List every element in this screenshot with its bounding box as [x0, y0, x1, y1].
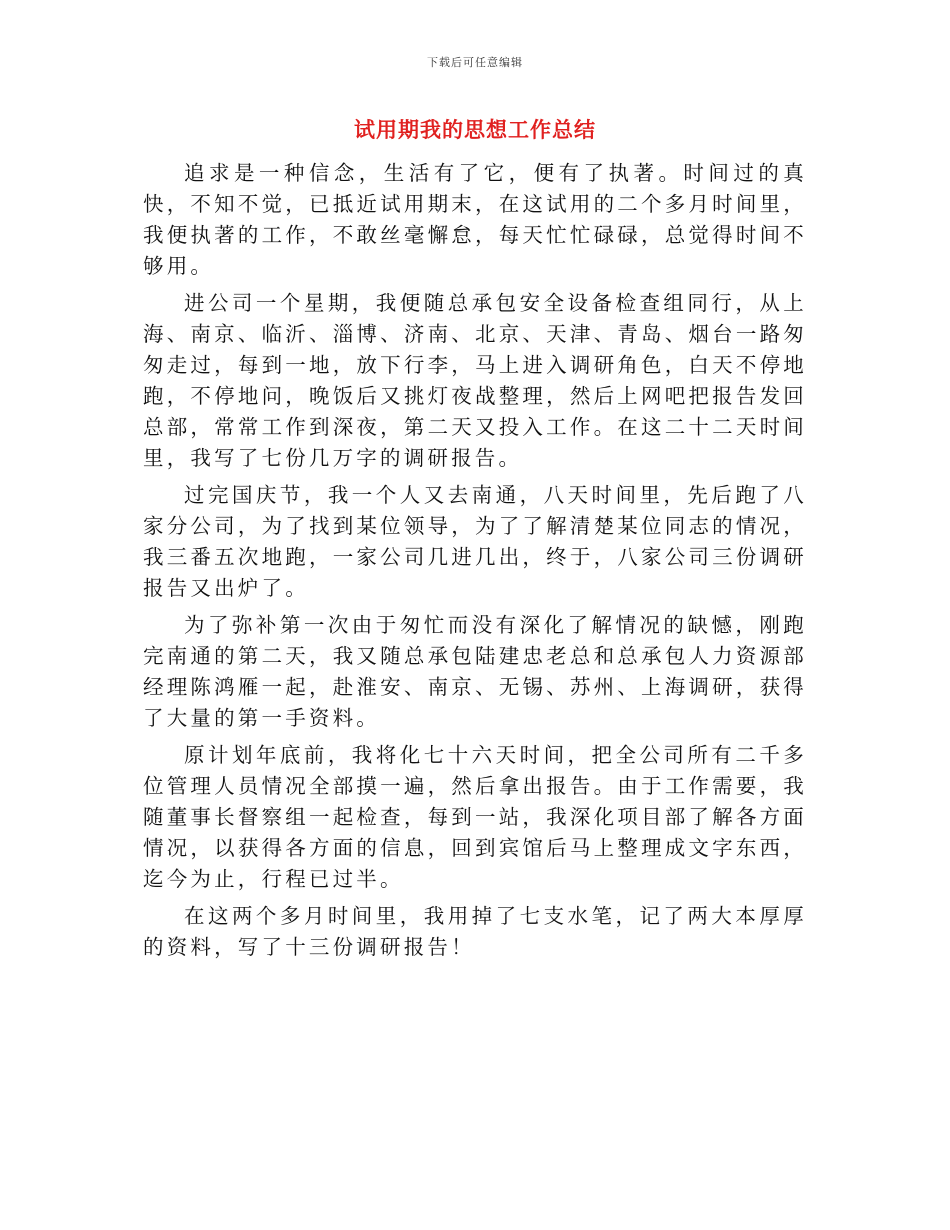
paragraph-1: 追求是一种信念，生活有了它，便有了执著。时间过的真快，不知不觉，已抵近试用期末，在这试用的二个多月时间里，我便执著的工作，不敢丝毫懈怠，每天忙忙碌碌，总觉得时间不够用。 [143, 161, 807, 278]
header-note: 下载后可任意编辑 [427, 56, 523, 69]
paragraph-3: 过完国庆节，我一个人又去南通，八天时间里，先后跑了八家分公司，为了找到某位领导，为了了解清楚某位同志的情况，我三番五次地跑，一家公司几进几出，终于，八家公司三份调研报告又出炉了。 [143, 483, 807, 600]
paragraph-5: 原计划年底前，我将化七十六天时间，把全公司所有二千多位管理人员情况全部摸一遍，然后拿出报告。由于工作需要，我随董事长督察组一起检查，每到一站，我深化项目部了解各方面情况，以获得各方面的信息，回到宾馆后马上整理成文字东西，迄今为止，行程已过半。 [143, 743, 807, 891]
paragraph-6: 在这两个多月时间里，我用掉了七支水笔，记了两大本厚厚的资料，写了十三份调研报告！ [143, 904, 807, 959]
document-title: 试用期我的思想工作总结 [354, 117, 596, 142]
paragraph-4: 为了弥补第一次由于匆忙而没有深化了解情况的缺憾，刚跑完南通的第二天，我又随总承包陆建忠老总和总承包人力资源部经理陈鸿雁一起，赴淮安、南京、无锡、苏州、上海调研，获得了大量的第一手资料。 [143, 613, 807, 730]
document-body [143, 158, 807, 963]
paragraph-2: 进公司一个星期，我便随总承包安全设备检查组同行，从上海、南京、临沂、淄博、济南、北京、天津、青岛、烟台一路匆匆走过，每到一地，放下行李，马上进入调研角色，白天不停地跑，不停地问，晚饭后又挑灯夜战整理，然后上网吧把报告发回总部，常常工作到深夜，第二天又投入工作。在这二十二天时间里，我写了七份几万字的调研报告。 [143, 291, 807, 470]
